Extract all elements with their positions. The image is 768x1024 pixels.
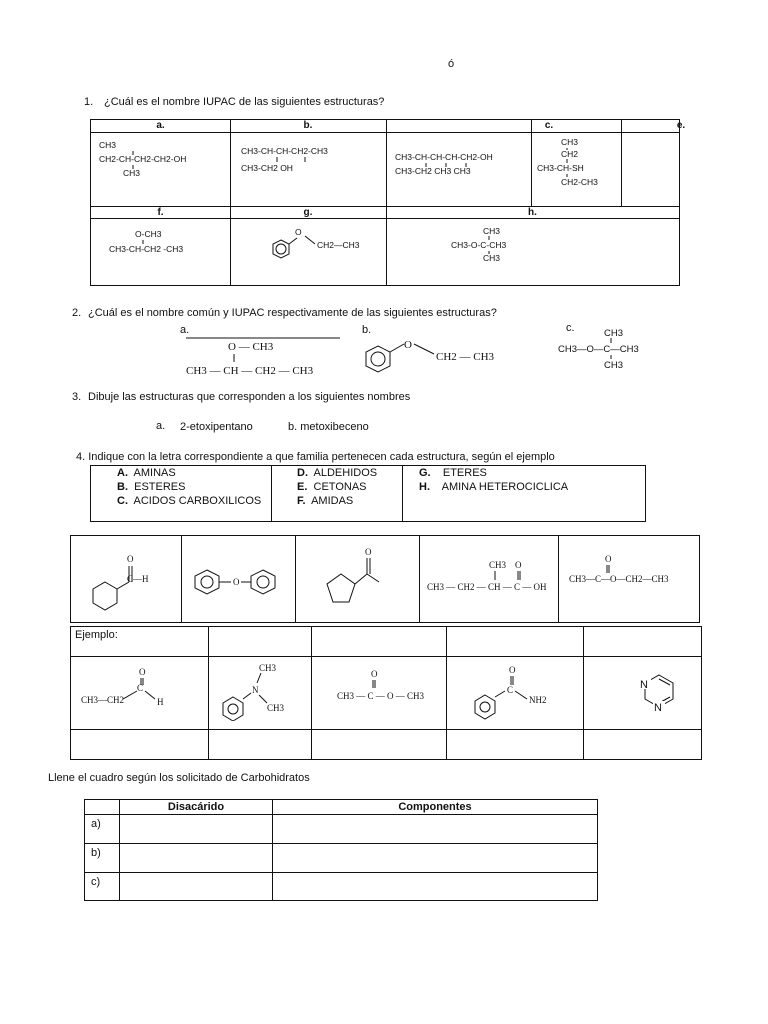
q3-number: 3. — [72, 391, 82, 403]
q2-number: 2. — [72, 307, 82, 319]
svg-text:CH2-CH-CH2-CH2-OH: CH2-CH-CH2-CH2-OH — [99, 154, 187, 164]
structure-b — [237, 140, 383, 200]
svg-text:O: O — [515, 560, 522, 570]
structure-h — [447, 224, 537, 272]
structures-row-1 — [70, 535, 700, 623]
svg-text:O — CH3: O — CH3 — [228, 341, 274, 353]
svg-text:CH3: CH3 — [489, 560, 507, 570]
svg-text:N: N — [640, 679, 648, 691]
svg-text:H: H — [157, 697, 164, 707]
example-label: Ejemplo: — [75, 629, 118, 641]
svg-text:C—H: C—H — [127, 574, 149, 584]
svg-text:CH3: CH3 — [604, 328, 624, 339]
carbs-header-componentes: Componentes — [398, 801, 472, 813]
q1-structures-table — [90, 119, 686, 286]
q4-structure-8 — [333, 667, 443, 707]
q1-text: ¿Cuál es el nombre IUPAC de las siguientes estructuras? — [104, 96, 385, 108]
svg-text:CH2—CH3: CH2—CH3 — [317, 240, 360, 250]
structure-a — [95, 136, 225, 204]
q1-number: 1. — [84, 96, 94, 108]
svg-text:O: O — [404, 340, 412, 351]
q3-text: Dibuje las estructuras que corresponden a los siguientes nombres — [88, 391, 411, 403]
svg-text:O: O — [509, 665, 516, 675]
svg-text:CH2-CH3: CH2-CH3 — [561, 177, 598, 187]
svg-text:CH3: CH3 — [483, 253, 501, 263]
svg-text:O: O — [605, 554, 612, 564]
q1-col-h: h. — [528, 207, 537, 218]
header-mark: ó — [448, 58, 455, 70]
svg-text:CH3: CH3 — [561, 137, 579, 147]
q4-structure-7 — [215, 661, 309, 721]
q4-structure-1 — [87, 550, 177, 620]
q4-structure-4 — [423, 556, 557, 606]
svg-text:CH3—C—O—CH2—CH3: CH3—C—O—CH2—CH3 — [569, 574, 669, 584]
svg-text:C: C — [137, 683, 144, 693]
svg-text:NH2: NH2 — [529, 695, 547, 705]
svg-text:O: O — [371, 669, 378, 679]
q3-a-label: a. — [156, 420, 166, 432]
svg-text:CH3-CH2 CH3 CH3: CH3-CH2 CH3 CH3 — [395, 166, 471, 176]
q4-structure-10 — [631, 665, 691, 721]
q4-structure-9 — [469, 663, 579, 725]
svg-text:CH3: CH3 — [123, 168, 141, 178]
q2-text: ¿Cuál es el nombre común y IUPAC respectivamente de las siguientes estructuras? — [88, 307, 497, 319]
q1-col-e: e. — [676, 120, 686, 131]
svg-text:CH3 — CH2 — CH — C — OH: CH3 — CH2 — CH — C — OH — [427, 582, 547, 592]
svg-text:C: C — [507, 685, 514, 695]
svg-text:CH3-O-C-CH3: CH3-O-C-CH3 — [451, 240, 507, 250]
svg-text:CH3-CH-SH: CH3-CH-SH — [537, 163, 584, 173]
svg-text:CH3: CH3 — [267, 703, 285, 713]
svg-text:CH3: CH3 — [483, 226, 501, 236]
q4-text: 4. Indique con la letra correspondiente a que familia pertenecen cada estructura, según el ejemplo — [76, 451, 555, 463]
q1-col-c: c. — [544, 120, 554, 131]
svg-text:CH3: CH3 — [604, 360, 624, 371]
q1-col-a: a. — [156, 120, 165, 131]
svg-text:O: O — [139, 667, 146, 677]
q2-b-label: b. — [362, 324, 372, 336]
svg-text:CH3—O—C—CH3: CH3—O—C—CH3 — [558, 344, 639, 355]
svg-text:CH2 — CH3: CH2 — CH3 — [436, 351, 495, 363]
svg-text:O: O — [295, 227, 302, 237]
structure-c — [391, 146, 529, 206]
svg-text:CH3-CH-CH-CH2-CH3: CH3-CH-CH-CH2-CH3 — [241, 146, 328, 156]
structure-g — [265, 226, 375, 266]
svg-text:CH3-CH-CH-CH-CH2-OH: CH3-CH-CH-CH-CH2-OH — [395, 152, 493, 162]
q1-col-g: g. — [303, 207, 313, 218]
q2-a-label: a. — [180, 324, 190, 336]
carbs-row-b: b) — [91, 847, 101, 859]
svg-text:O: O — [365, 547, 372, 557]
q4-structure-3 — [315, 546, 405, 616]
svg-text:CH3 — CH — CH2 — CH3: CH3 — CH — CH2 — CH3 — [186, 365, 314, 377]
q1-col-f: f. — [157, 207, 164, 218]
q3-b-text: b. metoxibeceno — [288, 421, 369, 433]
q2-structure-a — [184, 336, 344, 380]
q3-a-text: 2-etoxipentano — [180, 421, 253, 433]
carbs-table — [84, 799, 598, 901]
svg-text:CH3: CH3 — [99, 140, 117, 150]
q4-structure-6 — [79, 665, 205, 715]
svg-text:N: N — [654, 702, 662, 714]
structures-row-2 — [70, 626, 702, 760]
svg-text:O-CH3: O-CH3 — [135, 229, 162, 239]
carbs-row-a: a) — [91, 818, 101, 830]
svg-text:N: N — [252, 685, 259, 695]
structure-e — [533, 135, 619, 205]
carbs-title: Llene el cuadro según los solicitado de Carbohidratos — [48, 772, 310, 784]
q2-structure-c — [554, 326, 664, 372]
carbs-header-disacarido: Disacárido — [167, 801, 225, 813]
svg-text:CH3: CH3 — [259, 663, 277, 673]
carbs-row-c: c) — [91, 876, 101, 888]
q4-structure-5 — [565, 552, 695, 592]
svg-text:O: O — [233, 577, 240, 587]
q4-structure-2 — [191, 564, 291, 600]
svg-text:CH3-CH-CH2 -CH3: CH3-CH-CH2 -CH3 — [109, 244, 184, 254]
q1-col-b: b. — [303, 120, 313, 131]
svg-text:CH3—CH2: CH3—CH2 — [81, 695, 125, 705]
q2-structure-b — [360, 340, 510, 380]
structure-f — [105, 224, 225, 274]
svg-text:CH2: CH2 — [561, 149, 579, 159]
svg-text:O: O — [127, 554, 134, 564]
q2-c-label: c. — [566, 322, 575, 334]
families-legend: A. AMINAS D. ALDEHIDOS G. ETERES B. ESTERES E. CETONAS H. AMINA HETEROCICLICA C. ACIDOS CARBOXILICOS F. AMIDAS — [90, 465, 646, 522]
svg-text:CH3 — C — O — CH3: CH3 — C — O — CH3 — [337, 691, 425, 701]
svg-text:CH3-CH2 OH: CH3-CH2 OH — [241, 163, 293, 173]
